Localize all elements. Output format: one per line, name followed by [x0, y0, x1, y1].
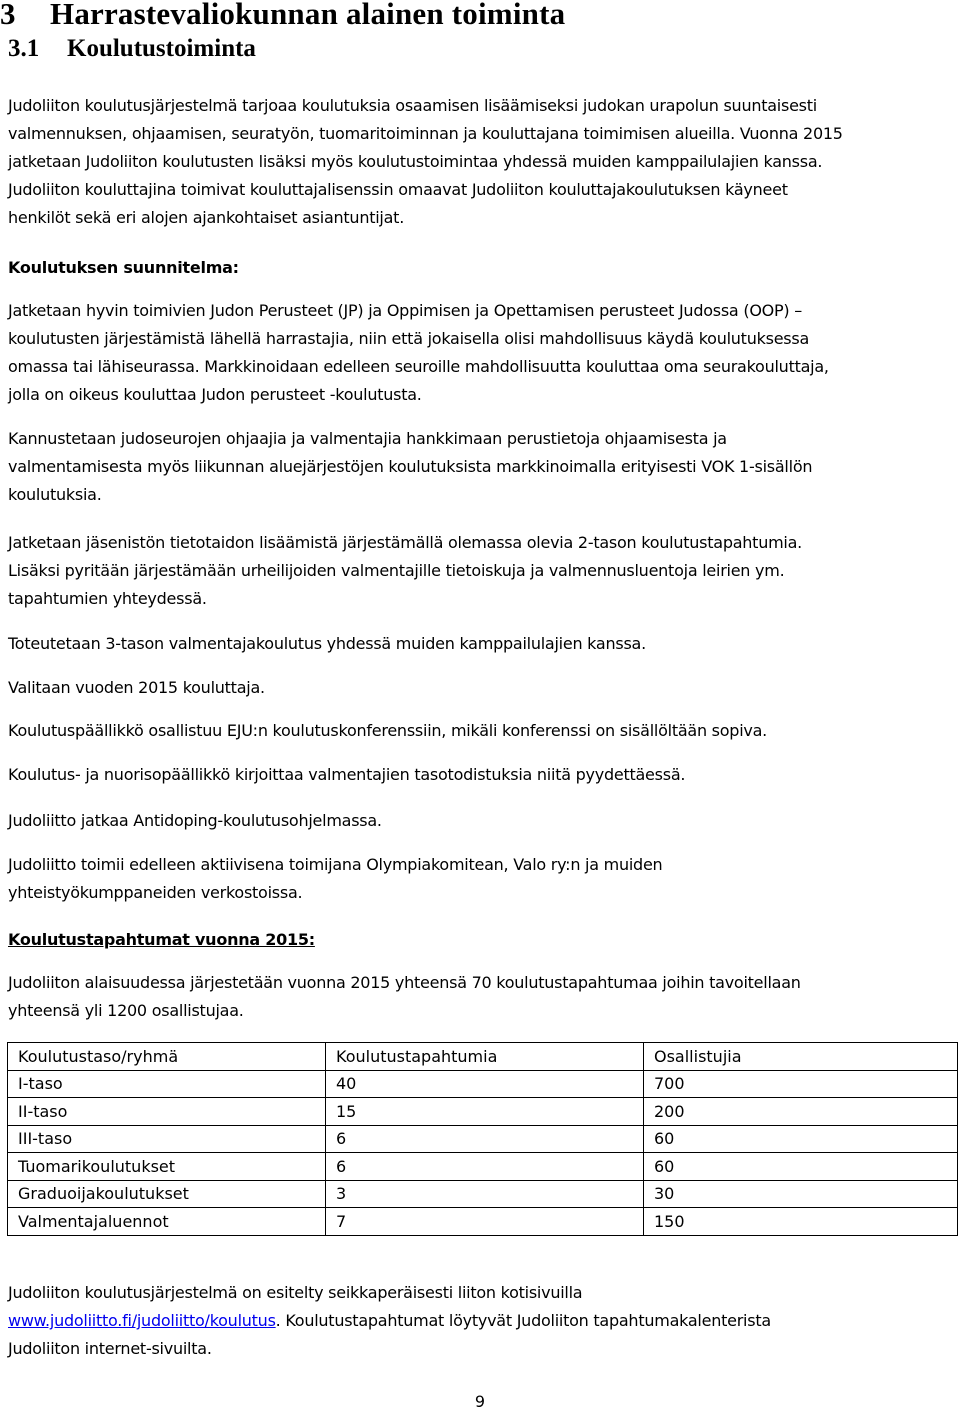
table-row [8, 1153, 958, 1181]
text-line: Toteutetaan 3-tason valmentajakoulutus yhdessä muiden kamppailulajien kanssa. [8, 634, 646, 653]
table-header-cell: Koulutustapahtumia [326, 1043, 644, 1071]
table-cell: 60 [644, 1125, 958, 1153]
table-cell: 40 [326, 1070, 644, 1098]
table-cell: Tuomarikoulutukset [8, 1153, 326, 1181]
table-header-cell: Osallistujia [644, 1043, 958, 1071]
text-line: jatketaan Judoliiton koulutusten lisäksi myös koulutustoimintaa yhdessä muiden kamppailulajien kanssa. [8, 152, 823, 171]
table-header-row [8, 1043, 958, 1071]
table-row [8, 1125, 958, 1153]
text-line [8, 1307, 958, 1335]
heading-2-number: 3.1 [8, 35, 40, 62]
table-cell: III-taso [8, 1125, 326, 1153]
heading-1 [0, 0, 565, 32]
text-line: Jatketaan jäsenistön tietotaidon lisäämistä järjestämällä olemassa olevia 2-tason koulutustapahtumia. [8, 533, 802, 552]
plan-paragraph-9 [8, 851, 958, 907]
table-cell: 60 [644, 1153, 958, 1181]
events-paragraph [8, 969, 958, 1025]
plan-paragraph-5 [8, 674, 958, 702]
heading-2 [8, 35, 256, 63]
text-line: henkilöt sekä eri alojen ajankohtaiset asiantuntijat. [8, 208, 405, 227]
table-cell: 200 [644, 1098, 958, 1126]
table-cell: 7 [326, 1208, 644, 1236]
table-cell: 6 [326, 1153, 644, 1181]
text-line: Valitaan vuoden 2015 kouluttaja. [8, 678, 265, 697]
text-line: Koulutuspäällikkö osallistuu EJU:n koulutuskonferenssiin, mikäli konferenssi on sisällöltään sopiva. [8, 721, 768, 740]
text-line: Judoliiton koulutusjärjestelmä on esitelty seikkaperäisesti liiton kotisivuilla [8, 1283, 583, 1302]
table-header-cell: Koulutustaso/ryhmä [8, 1043, 326, 1071]
plan-paragraph-3 [8, 529, 958, 613]
plan-heading [8, 254, 958, 282]
text-line: koulutuksia. [8, 485, 102, 504]
plan-paragraph-2 [8, 425, 958, 509]
text-line: koulutusten järjestämistä lähellä harrastajia, niin että jokaisella olisi mahdollisuus käydä koulutuksessa [8, 329, 810, 348]
table-cell: 15 [326, 1098, 644, 1126]
text-line: jolla on oikeus kouluttaa Judon perusteet -koulutusta. [8, 385, 422, 404]
plan-heading-text: Koulutuksen suunnitelma: [8, 258, 239, 277]
text-line: Judoliiton koulutusjärjestelmä tarjoaa koulutuksia osaamisen lisäämiseksi judokan urapolun suuntaisesti [8, 96, 817, 115]
plan-paragraph-1 [8, 297, 958, 409]
text-line: yhteensä yli 1200 osallistujaa. [8, 1001, 244, 1020]
text-line: Koulutus- ja nuorisopäällikkö kirjoittaa valmentajien tasotodistuksia niitä pyydettäessä. [8, 765, 686, 784]
table-cell: II-taso [8, 1098, 326, 1126]
text-line: Lisäksi pyritään järjestämään urheilijoiden valmentajille tietoiskuja ja valmennusluentoja leirien ym. [8, 561, 785, 580]
heading-1-title: Harrastevaliokunnan alainen toiminta [50, 0, 566, 31]
text-line: valmentamisesta myös liikunnan aluejärjestöjen koulutuksista markkinoimalla erityisesti VOK 1-sisällön [8, 457, 813, 476]
text-line: yhteistyökumppaneiden verkostoissa. [8, 883, 303, 902]
text-line: Judoliitto jatkaa Antidoping-koulutusohjelmassa. [8, 811, 382, 830]
text-line: Judoliitto toimii edelleen aktiivisena toimijana Olympiakomitean, Valo ry:n ja muiden [8, 855, 663, 874]
text-line: Judoliiton kouluttajina toimivat kouluttajalisenssin omaavat Judoliiton kouluttajakoulutuksen käyneet [8, 180, 788, 199]
table-cell: Graduoijakoulutukset [8, 1180, 326, 1208]
plan-paragraph-7 [8, 761, 958, 789]
heading-2-title: Koulutustoiminta [67, 35, 256, 62]
text-line: Kannustetaan judoseurojen ohjaajia ja valmentajia hankkimaan perustietoja ohjaamisesta ja [8, 429, 727, 448]
table-row [8, 1070, 958, 1098]
events-heading [8, 926, 958, 954]
table-cell: 3 [326, 1180, 644, 1208]
plan-paragraph-4 [8, 630, 958, 658]
text-line: Judoliiton internet-sivuilta. [8, 1339, 212, 1358]
table-cell: 150 [644, 1208, 958, 1236]
table-row [8, 1208, 958, 1236]
text-line: omassa tai lähiseurassa. Markkinoidaan edelleen seuroille mahdollisuutta kouluttaa oma seurakouluttaja, [8, 357, 829, 376]
text-line: valmennuksen, ohjaamisen, seuratyön, tuomaritoiminnan ja kouluttajana toimimisen alueilla. Vuonna 2015 [8, 124, 843, 143]
events-heading-text: Koulutustapahtumat vuonna 2015: [8, 930, 315, 949]
page-number: 9 [474, 1392, 486, 1411]
footer-paragraph [8, 1279, 958, 1363]
text-line: Jatketaan hyvin toimivien Judon Perusteet (JP) ja Oppimisen ja Opettamisen perusteet Judossa (OOP) – [8, 301, 802, 320]
plan-paragraph-8 [8, 807, 958, 835]
table-row [8, 1098, 958, 1126]
plan-paragraph-6 [8, 717, 958, 745]
text-line: tapahtumien yhteydessä. [8, 589, 207, 608]
table-cell: 30 [644, 1180, 958, 1208]
table-cell: 700 [644, 1070, 958, 1098]
table-cell: I-taso [8, 1070, 326, 1098]
table-cell: Valmentajaluennot [8, 1208, 326, 1236]
table-cell: 6 [326, 1125, 644, 1153]
text-fragment: . Koulutustapahtumat löytyvät Judoliiton tapahtumakalenterista [275, 1311, 771, 1330]
koulutus-link[interactable]: www.judoliitto.fi/judoliitto/koulutus [8, 1311, 276, 1330]
heading-1-number: 3 [0, 0, 16, 31]
events-table [7, 1042, 958, 1236]
table-row [8, 1180, 958, 1208]
intro-paragraph [8, 92, 958, 232]
text-line: Judoliiton alaisuudessa järjestetään vuonna 2015 yhteensä 70 koulutustapahtumaa joihin tavoitellaan [8, 973, 801, 992]
